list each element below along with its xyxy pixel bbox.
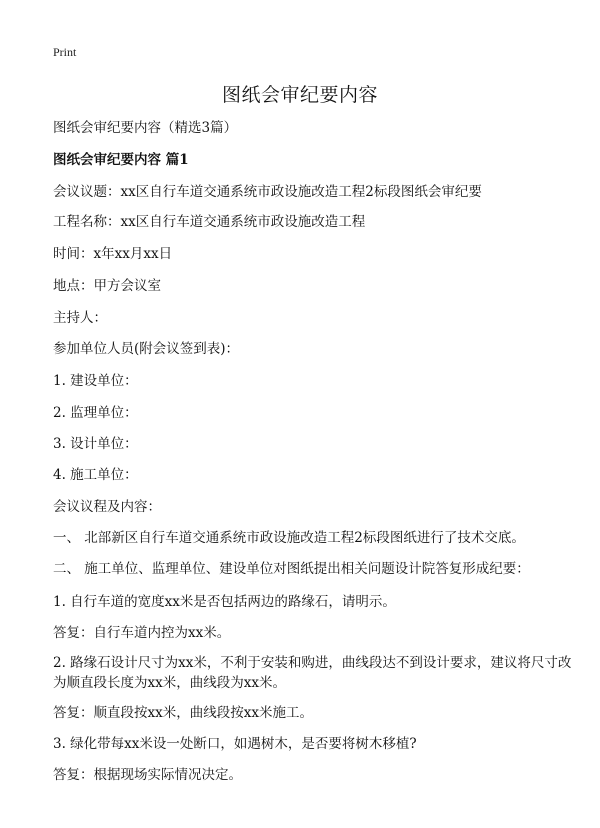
answer-3: 答复：根据现场实际情况决定。 [53,767,242,783]
project-name: 工程名称：xx区自行车道交通系统市政设施改造工程 [53,214,366,230]
section-heading: 图纸会审纪要内容 篇1 [53,152,189,168]
attendee-unit-2: 2. 监理单位： [53,405,138,421]
question-3: 3. 绿化带每xx米设一处断口，如遇树木，是否要将树木移植? [53,736,417,752]
print-label: Print [53,45,77,59]
attendee-unit-3: 3. 设计单位： [53,436,138,452]
answer-1: 答复：自行车道内控为xx米。 [53,625,231,641]
agenda-item-1: 一、 北部新区自行车道交通系统市政设施改造工程2标段图纸进行了技术交底。 [53,530,525,546]
meeting-host: 主持人： [53,310,107,326]
attendees-heading: 参加单位人员(附会议签到表)： [53,341,240,357]
subtitle-line: 图纸会审纪要内容（精选3篇） [53,120,238,136]
meeting-location: 地点：甲方会议室 [53,278,161,294]
agenda-item-2: 二、 施工单位、监理单位、建设单位对图纸提出相关问题设计院答复形成纪要： [53,561,530,577]
answer-2: 答复：顺直段按xx米，曲线段按xx米施工。 [53,705,313,721]
page-title: 图纸会审纪要内容 [221,84,378,106]
meeting-topic: 会议议题：xx区自行车道交通系统市政设施改造工程2标段图纸会审纪要 [53,184,482,200]
question-1: 1. 自行车道的宽度xx米是否包括两边的路缘石，请明示。 [53,594,396,610]
meeting-time: 时间：x年xx月xx日 [53,246,173,262]
attendee-unit-4: 4. 施工单位： [53,467,138,483]
attendee-unit-1: 1. 建设单位： [53,373,138,389]
question-2: 2. 路缘石设计尺寸为xx米，不利于安装和购进，曲线段达不到设计要求，建议将尺寸改为顺直段长度为xx米，曲线段为xx米。 [53,655,572,691]
agenda-heading: 会议议程及内容： [53,499,161,515]
